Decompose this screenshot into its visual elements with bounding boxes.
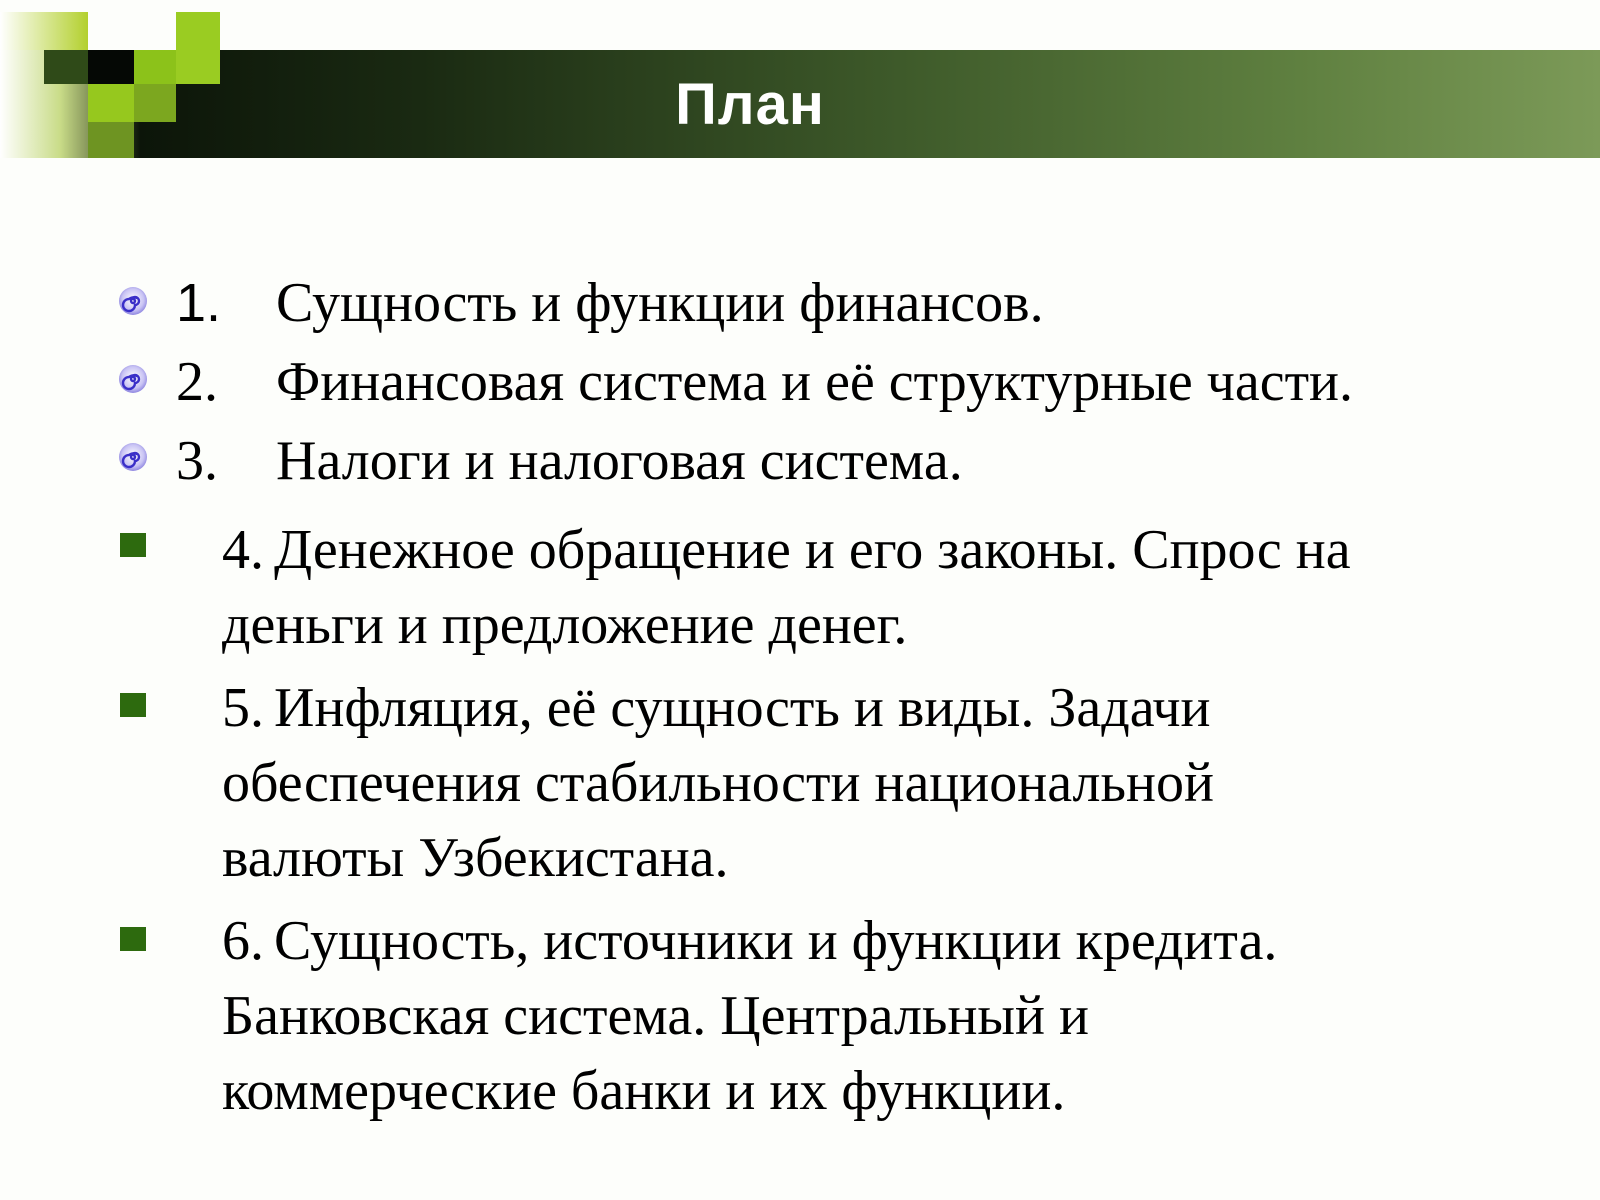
slide-title: План <box>675 71 825 137</box>
list-item-text: Банковская система. Центральный и <box>222 985 1089 1047</box>
list-item-number: 5. <box>222 677 264 739</box>
list-item-text: Денежное обращение и его законы. Спрос на <box>274 519 1351 581</box>
list-item-text: коммерческие банки и их функции. <box>222 1060 1066 1122</box>
list-item-text: Сущность, источники и функции кредита. <box>274 910 1278 972</box>
list-item-number: 1. <box>176 273 222 333</box>
list-item-text: Налоги и налоговая система. <box>276 430 963 492</box>
square-bullet-icon <box>120 693 146 717</box>
list-item <box>222 671 1214 896</box>
list-item-number: 2. <box>176 351 218 413</box>
list-item <box>222 513 1351 663</box>
list-item <box>222 904 1277 1129</box>
list-item-number: 4. <box>222 519 264 581</box>
list-item-text: обеспечения стабильности национальной <box>222 752 1214 814</box>
list-item-text: деньги и предложение денег. <box>222 594 908 656</box>
swirl-bullet-icon <box>118 286 148 316</box>
swirl-bullet-icon <box>118 364 148 394</box>
square-bullet-icon <box>120 533 146 557</box>
list-item-text: Финансовая система и её структурные части. <box>276 351 1354 413</box>
square-bullet-icon <box>120 927 146 951</box>
list-item-text: валюты Узбекистана. <box>222 827 729 889</box>
list-item-number: 3. <box>176 430 218 492</box>
swirl-bullet-icon <box>118 442 148 472</box>
list-item-number: 6. <box>222 910 264 972</box>
list-item-text: Инфляция, её сущность и виды. Задачи <box>274 677 1211 739</box>
list-item-text: Сущность и функции финансов. <box>276 272 1044 334</box>
